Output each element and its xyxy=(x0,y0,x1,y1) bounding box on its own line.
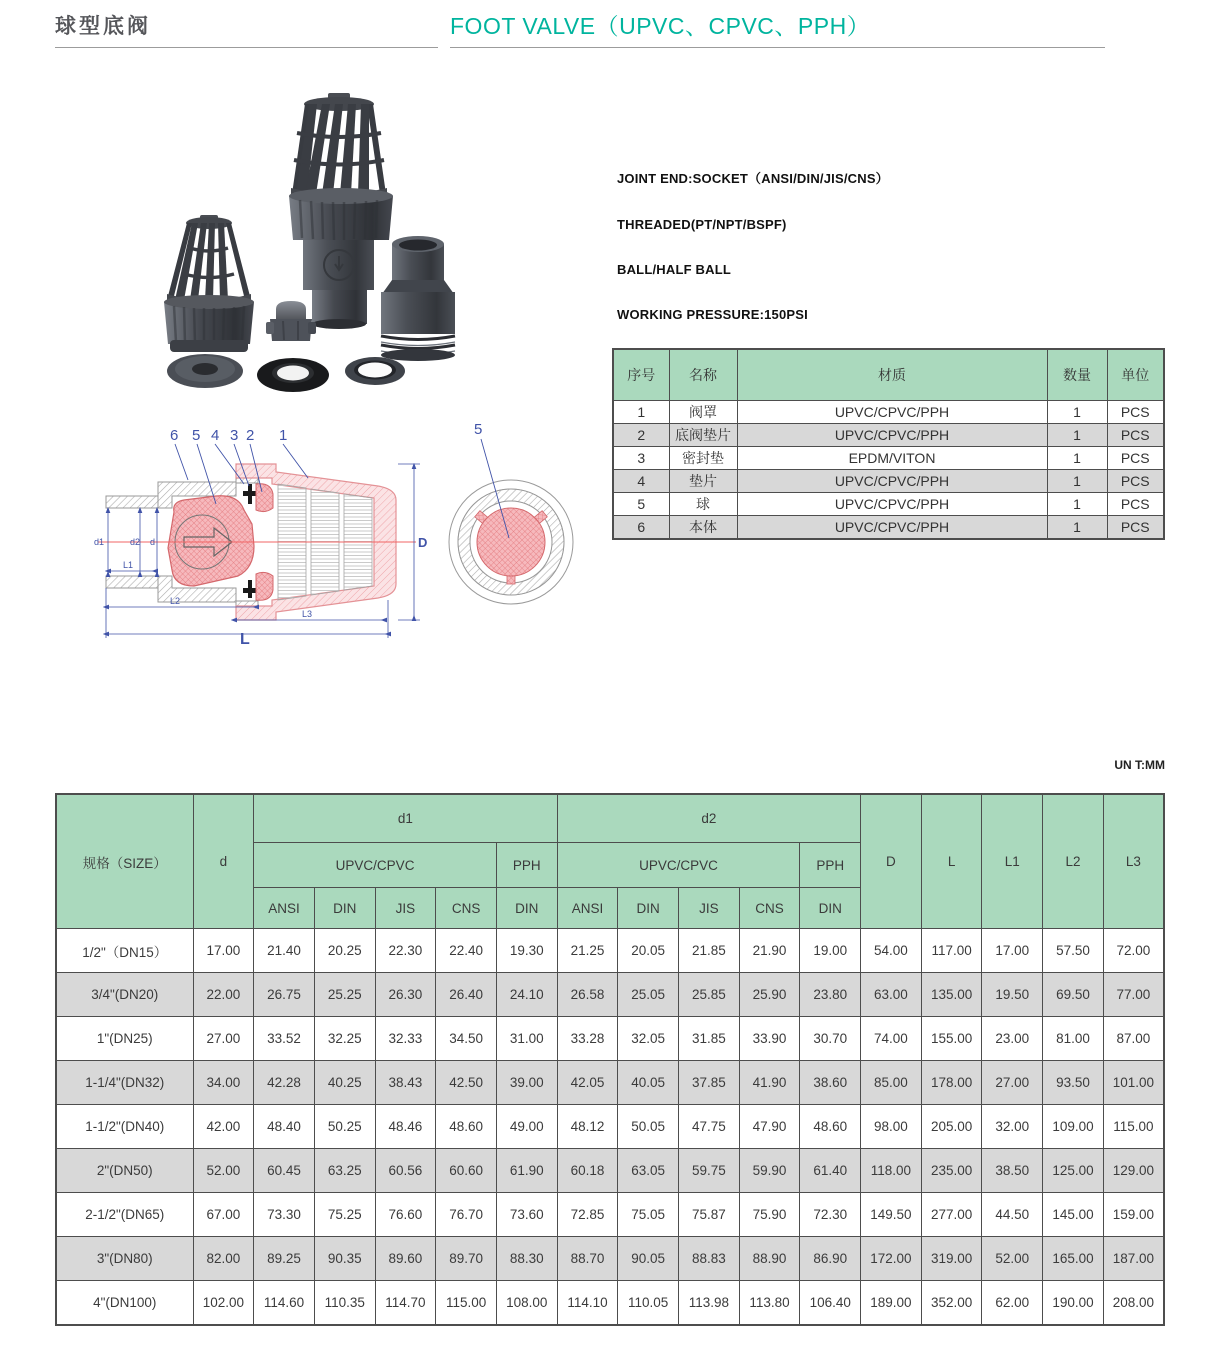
dim-value-cell: 38.50 xyxy=(982,1149,1043,1193)
dim-header-L: L xyxy=(921,794,982,929)
label-L: L xyxy=(240,631,250,648)
product-photo xyxy=(140,88,480,413)
parts-header-material: 材质 xyxy=(737,349,1047,401)
dim-value-cell: 23.80 xyxy=(800,973,861,1017)
dim-value-cell: 60.60 xyxy=(436,1149,497,1193)
dim-value-cell: 33.28 xyxy=(557,1017,618,1061)
dim-header-row-1 xyxy=(56,794,1164,843)
dim-value-cell: 47.90 xyxy=(739,1105,800,1149)
spec-list xyxy=(617,168,889,352)
parts-cell: PCS xyxy=(1107,424,1164,447)
gasket-left xyxy=(167,354,243,388)
dim-value-cell: 54.00 xyxy=(861,929,922,973)
dim-header-D: D xyxy=(861,794,922,929)
dim-value-cell: 60.18 xyxy=(557,1149,618,1193)
parts-row xyxy=(613,470,1164,493)
dim-value-cell: 22.30 xyxy=(375,929,436,973)
valve-cage-small xyxy=(164,215,254,352)
parts-cell: 3 xyxy=(613,447,669,470)
dim-value-cell: 129.00 xyxy=(1103,1149,1164,1193)
label-d: d xyxy=(150,537,156,547)
dim-value-cell: 21.90 xyxy=(739,929,800,973)
dim-value-cell: 62.00 xyxy=(982,1281,1043,1326)
dim-value-cell: 187.00 xyxy=(1103,1237,1164,1281)
parts-header-qty: 数量 xyxy=(1047,349,1107,401)
dim-value-cell: 89.70 xyxy=(436,1237,497,1281)
dim-value-cell: 31.85 xyxy=(679,1017,740,1061)
dim-row xyxy=(56,1105,1164,1149)
dim-size-cell: 1/2"（DN15） xyxy=(56,929,193,973)
dim-value-cell: 77.00 xyxy=(1103,973,1164,1017)
dim-value-cell: 159.00 xyxy=(1103,1193,1164,1237)
parts-cell: UPVC/CPVC/PPH xyxy=(737,401,1047,424)
dim-row xyxy=(56,1017,1164,1061)
dim-value-cell: 75.05 xyxy=(618,1193,679,1237)
end-view xyxy=(449,421,573,604)
dim-value-cell: 277.00 xyxy=(921,1193,982,1237)
dim-value-cell: 24.10 xyxy=(496,973,557,1017)
dim-value-cell: 114.10 xyxy=(557,1281,618,1326)
callout-1: 1 xyxy=(279,427,288,444)
spec-working-pressure: WORKING PRESSURE:150PSI xyxy=(617,307,808,322)
parts-cell: UPVC/CPVC/PPH xyxy=(737,424,1047,447)
dim-value-cell: 60.45 xyxy=(254,1149,315,1193)
dim-value-cell: 74.00 xyxy=(861,1017,922,1061)
dim-value-cell: 32.05 xyxy=(618,1017,679,1061)
callout-4: 4 xyxy=(211,427,220,444)
dimension-table xyxy=(55,793,1165,1326)
parts-cell: PCS xyxy=(1107,516,1164,540)
dim-value-cell: 48.12 xyxy=(557,1105,618,1149)
dim-value-cell: 52.00 xyxy=(982,1237,1043,1281)
parts-cell: 1 xyxy=(1047,401,1107,424)
parts-cell: PCS xyxy=(1107,447,1164,470)
dim-value-cell: 37.85 xyxy=(679,1061,740,1105)
dim-value-cell: 109.00 xyxy=(1043,1105,1104,1149)
parts-cell: PCS xyxy=(1107,401,1164,424)
dim-value-cell: 190.00 xyxy=(1043,1281,1104,1326)
dim-value-cell: 26.40 xyxy=(436,973,497,1017)
dim-value-cell: 40.25 xyxy=(314,1061,375,1105)
dim-value-cell: 30.70 xyxy=(800,1017,861,1061)
dim-value-cell: 98.00 xyxy=(861,1105,922,1149)
dim-value-cell: 113.98 xyxy=(679,1281,740,1326)
dim-value-cell: 208.00 xyxy=(1103,1281,1164,1326)
dim-value-cell: 47.75 xyxy=(679,1105,740,1149)
label-D: D xyxy=(418,535,428,550)
parts-header-name: 名称 xyxy=(669,349,737,401)
dim-value-cell: 39.00 xyxy=(496,1061,557,1105)
dim-value-cell: 25.90 xyxy=(739,973,800,1017)
dim-value-cell: 33.52 xyxy=(254,1017,315,1061)
technical-drawing xyxy=(78,418,603,653)
dim-size-cell: 2-1/2"(DN65) xyxy=(56,1193,193,1237)
dim-value-cell: 34.00 xyxy=(193,1061,254,1105)
dim-value-cell: 17.00 xyxy=(193,929,254,973)
label-L3: L3 xyxy=(302,609,313,619)
dim-value-cell: 21.85 xyxy=(679,929,740,973)
dim-value-cell: 23.00 xyxy=(982,1017,1043,1061)
dim-value-cell: 145.00 xyxy=(1043,1193,1104,1237)
dim-row xyxy=(56,1281,1164,1326)
dim-header-std: JIS xyxy=(679,888,740,929)
dim-value-cell: 113.80 xyxy=(739,1281,800,1326)
parts-cell: PCS xyxy=(1107,470,1164,493)
dim-value-cell: 73.30 xyxy=(254,1193,315,1237)
label-L1: L1 xyxy=(123,560,134,570)
dim-value-cell: 235.00 xyxy=(921,1149,982,1193)
parts-cell: UPVC/CPVC/PPH xyxy=(737,470,1047,493)
dim-header-pph-2: PPH xyxy=(800,843,861,888)
dim-value-cell: 67.00 xyxy=(193,1193,254,1237)
dim-value-cell: 22.00 xyxy=(193,973,254,1017)
dim-size-cell: 1-1/2"(DN40) xyxy=(56,1105,193,1149)
parts-cell: 1 xyxy=(1047,493,1107,516)
dim-header-std: DIN xyxy=(618,888,679,929)
dim-value-cell: 110.35 xyxy=(314,1281,375,1326)
dim-size-cell: 4"(DN100) xyxy=(56,1281,193,1326)
dim-value-cell: 40.05 xyxy=(618,1061,679,1105)
dim-value-cell: 155.00 xyxy=(921,1017,982,1061)
parts-cell: 阀罩 xyxy=(669,401,737,424)
end-view-callout-5: 5 xyxy=(474,421,483,438)
dim-header-std: DIN xyxy=(800,888,861,929)
dim-value-cell: 25.25 xyxy=(314,973,375,1017)
dim-row xyxy=(56,973,1164,1017)
spec-joint-end: JOINT END:SOCKET（ANSI/DIN/JIS/CNS） xyxy=(617,171,889,186)
callout-6: 6 xyxy=(170,427,179,444)
dim-value-cell: 117.00 xyxy=(921,929,982,973)
dim-value-cell: 88.70 xyxy=(557,1237,618,1281)
dim-value-cell: 26.75 xyxy=(254,973,315,1017)
dim-value-cell: 135.00 xyxy=(921,973,982,1017)
dim-value-cell: 48.40 xyxy=(254,1105,315,1149)
dim-value-cell: 38.60 xyxy=(800,1061,861,1105)
socket-adapter xyxy=(381,236,455,361)
dim-value-cell: 72.85 xyxy=(557,1193,618,1237)
dim-value-cell: 205.00 xyxy=(921,1105,982,1149)
valve-large xyxy=(289,93,393,329)
dim-value-cell: 72.30 xyxy=(800,1193,861,1237)
parts-cell: 密封垫 xyxy=(669,447,737,470)
dim-value-cell: 76.70 xyxy=(436,1193,497,1237)
dim-value-cell: 49.00 xyxy=(496,1105,557,1149)
dim-value-cell: 22.40 xyxy=(436,929,497,973)
dim-header-pph-1: PPH xyxy=(496,843,557,888)
dim-size-cell: 2"(DN50) xyxy=(56,1149,193,1193)
dim-value-cell: 42.28 xyxy=(254,1061,315,1105)
dim-value-cell: 189.00 xyxy=(861,1281,922,1326)
dim-value-cell: 21.40 xyxy=(254,929,315,973)
parts-cell: PCS xyxy=(1107,493,1164,516)
dim-value-cell: 172.00 xyxy=(861,1237,922,1281)
dim-value-cell: 87.00 xyxy=(1103,1017,1164,1061)
dim-header-std: CNS xyxy=(739,888,800,929)
dim-value-cell: 114.70 xyxy=(375,1281,436,1326)
dim-value-cell: 90.05 xyxy=(618,1237,679,1281)
dim-value-cell: 60.56 xyxy=(375,1149,436,1193)
dim-value-cell: 34.50 xyxy=(436,1017,497,1061)
callout-3: 3 xyxy=(230,427,239,444)
dim-value-cell: 63.00 xyxy=(861,973,922,1017)
dim-value-cell: 69.50 xyxy=(1043,973,1104,1017)
dim-header-d: d xyxy=(193,794,254,929)
dim-value-cell: 32.00 xyxy=(982,1105,1043,1149)
dim-value-cell: 149.50 xyxy=(861,1193,922,1237)
dim-value-cell: 61.40 xyxy=(800,1149,861,1193)
parts-header-unit: 单位 xyxy=(1107,349,1164,401)
dim-value-cell: 57.50 xyxy=(1043,929,1104,973)
dim-value-cell: 48.60 xyxy=(800,1105,861,1149)
dim-size-cell: 3"(DN80) xyxy=(56,1237,193,1281)
dim-header-size: 规格（SIZE） xyxy=(56,794,193,929)
dim-value-cell: 178.00 xyxy=(921,1061,982,1105)
parts-cell: 垫片 xyxy=(669,470,737,493)
parts-cell: 2 xyxy=(613,424,669,447)
parts-row xyxy=(613,516,1164,540)
dim-value-cell: 19.00 xyxy=(800,929,861,973)
dim-value-cell: 61.90 xyxy=(496,1149,557,1193)
dim-value-cell: 125.00 xyxy=(1043,1149,1104,1193)
parts-cell: 1 xyxy=(1047,447,1107,470)
dim-value-cell: 89.25 xyxy=(254,1237,315,1281)
dim-value-cell: 106.40 xyxy=(800,1281,861,1326)
dim-value-cell: 32.25 xyxy=(314,1017,375,1061)
dim-header-upvc-1: UPVC/CPVC xyxy=(254,843,497,888)
title-underline-right xyxy=(450,47,1105,48)
dim-value-cell: 102.00 xyxy=(193,1281,254,1326)
dim-header-L2: L2 xyxy=(1043,794,1104,929)
parts-cell: 1 xyxy=(1047,424,1107,447)
dim-header-L1: L1 xyxy=(982,794,1043,929)
dim-value-cell: 41.90 xyxy=(739,1061,800,1105)
valve-cap xyxy=(266,301,316,341)
dim-size-cell: 1-1/4"(DN32) xyxy=(56,1061,193,1105)
dim-row xyxy=(56,1061,1164,1105)
dim-value-cell: 50.25 xyxy=(314,1105,375,1149)
dim-value-cell: 42.50 xyxy=(436,1061,497,1105)
parts-row xyxy=(613,493,1164,516)
dim-header-std: DIN xyxy=(496,888,557,929)
parts-cell: 1 xyxy=(1047,470,1107,493)
dim-size-cell: 1"(DN25) xyxy=(56,1017,193,1061)
dim-value-cell: 86.90 xyxy=(800,1237,861,1281)
dim-value-cell: 85.00 xyxy=(861,1061,922,1105)
dim-row xyxy=(56,1237,1164,1281)
dim-value-cell: 59.90 xyxy=(739,1149,800,1193)
page-title-en: FOOT VALVE（UPVC、CPVC、PPH） xyxy=(450,13,871,39)
parts-cell: UPVC/CPVC/PPH xyxy=(737,493,1047,516)
parts-cell: 本体 xyxy=(669,516,737,540)
dim-value-cell: 76.60 xyxy=(375,1193,436,1237)
dim-value-cell: 118.00 xyxy=(861,1149,922,1193)
dim-value-cell: 352.00 xyxy=(921,1281,982,1326)
dim-value-cell: 90.35 xyxy=(314,1237,375,1281)
dim-value-cell: 48.46 xyxy=(375,1105,436,1149)
ball-section xyxy=(168,496,254,586)
dim-value-cell: 73.60 xyxy=(496,1193,557,1237)
dim-value-cell: 44.50 xyxy=(982,1193,1043,1237)
dim-value-cell: 72.00 xyxy=(1103,929,1164,973)
dim-value-cell: 115.00 xyxy=(436,1281,497,1326)
dim-value-cell: 75.90 xyxy=(739,1193,800,1237)
dim-header-d1-group: d1 xyxy=(254,794,557,843)
parts-cell: 1 xyxy=(613,401,669,424)
dim-value-cell: 63.25 xyxy=(314,1149,375,1193)
parts-header-row xyxy=(613,349,1164,401)
dim-value-cell: 25.05 xyxy=(618,973,679,1017)
dim-value-cell: 81.00 xyxy=(1043,1017,1104,1061)
title-underline-left xyxy=(55,47,438,48)
dim-value-cell: 25.85 xyxy=(679,973,740,1017)
dim-value-cell: 115.00 xyxy=(1103,1105,1164,1149)
dim-value-cell: 17.00 xyxy=(982,929,1043,973)
dim-value-cell: 63.05 xyxy=(618,1149,679,1193)
dim-value-cell: 101.00 xyxy=(1103,1061,1164,1105)
parts-cell: 4 xyxy=(613,470,669,493)
dim-value-cell: 26.58 xyxy=(557,973,618,1017)
dim-value-cell: 75.25 xyxy=(314,1193,375,1237)
label-d1: d1 xyxy=(94,537,105,547)
dim-value-cell: 114.60 xyxy=(254,1281,315,1326)
dim-size-cell: 3/4"(DN20) xyxy=(56,973,193,1017)
dim-value-cell: 88.30 xyxy=(496,1237,557,1281)
parts-cell: 6 xyxy=(613,516,669,540)
dim-value-cell: 26.30 xyxy=(375,973,436,1017)
dim-value-cell: 82.00 xyxy=(193,1237,254,1281)
spec-threaded: THREADED(PT/NPT/BSPF) xyxy=(617,217,787,232)
parts-table-body xyxy=(613,401,1164,540)
parts-cell: 5 xyxy=(613,493,669,516)
dim-value-cell: 52.00 xyxy=(193,1149,254,1193)
parts-cell: EPDM/VITON xyxy=(737,447,1047,470)
dim-value-cell: 110.05 xyxy=(618,1281,679,1326)
parts-row xyxy=(613,424,1164,447)
dim-value-cell: 93.50 xyxy=(1043,1061,1104,1105)
dim-value-cell: 59.75 xyxy=(679,1149,740,1193)
callout-2: 2 xyxy=(246,427,255,444)
dim-value-cell: 50.05 xyxy=(618,1105,679,1149)
unit-note: UN T:MM xyxy=(1114,758,1165,772)
dim-header-L3: L3 xyxy=(1103,794,1164,929)
dim-value-cell: 31.00 xyxy=(496,1017,557,1061)
dim-value-cell: 21.25 xyxy=(557,929,618,973)
dim-value-cell: 48.60 xyxy=(436,1105,497,1149)
parts-row xyxy=(613,447,1164,470)
dim-value-cell: 38.43 xyxy=(375,1061,436,1105)
dim-value-cell: 20.05 xyxy=(618,929,679,973)
dim-value-cell: 32.33 xyxy=(375,1017,436,1061)
dim-value-cell: 33.90 xyxy=(739,1017,800,1061)
dim-value-cell: 165.00 xyxy=(1043,1237,1104,1281)
dim-value-cell: 88.90 xyxy=(739,1237,800,1281)
dim-header-std: ANSI xyxy=(254,888,315,929)
dim-header-std: JIS xyxy=(375,888,436,929)
dim-value-cell: 89.60 xyxy=(375,1237,436,1281)
dim-value-cell: 108.00 xyxy=(496,1281,557,1326)
dim-header-std: DIN xyxy=(314,888,375,929)
dim-table-body xyxy=(56,929,1164,1326)
dim-value-cell: 27.00 xyxy=(193,1017,254,1061)
dim-header-d2-group: d2 xyxy=(557,794,860,843)
dim-value-cell: 19.30 xyxy=(496,929,557,973)
label-d2: d2 xyxy=(130,537,141,547)
gasket-right xyxy=(345,357,405,385)
dim-value-cell: 19.50 xyxy=(982,973,1043,1017)
parts-cell: 1 xyxy=(1047,516,1107,540)
page-title-zh: 球型底阀 xyxy=(55,15,151,38)
dim-value-cell: 319.00 xyxy=(921,1237,982,1281)
dim-value-cell: 75.87 xyxy=(679,1193,740,1237)
dim-header-std: ANSI xyxy=(557,888,618,929)
parts-table xyxy=(612,348,1165,540)
parts-cell: 球 xyxy=(669,493,737,516)
spec-ball: BALL/HALF BALL xyxy=(617,262,731,277)
dim-value-cell: 42.00 xyxy=(193,1105,254,1149)
parts-header-no: 序号 xyxy=(613,349,669,401)
dim-row xyxy=(56,1193,1164,1237)
gasket-middle xyxy=(257,358,329,392)
label-L2: L2 xyxy=(170,596,181,606)
callout-5: 5 xyxy=(192,427,201,444)
parts-row xyxy=(613,401,1164,424)
dim-value-cell: 27.00 xyxy=(982,1061,1043,1105)
dim-value-cell: 42.05 xyxy=(557,1061,618,1105)
dim-row xyxy=(56,929,1164,973)
dim-header-std: CNS xyxy=(436,888,497,929)
dim-value-cell: 88.83 xyxy=(679,1237,740,1281)
dim-header-upvc-2: UPVC/CPVC xyxy=(557,843,800,888)
parts-cell: 底阀垫片 xyxy=(669,424,737,447)
dim-value-cell: 20.25 xyxy=(314,929,375,973)
parts-cell: UPVC/CPVC/PPH xyxy=(737,516,1047,540)
dim-row xyxy=(56,1149,1164,1193)
